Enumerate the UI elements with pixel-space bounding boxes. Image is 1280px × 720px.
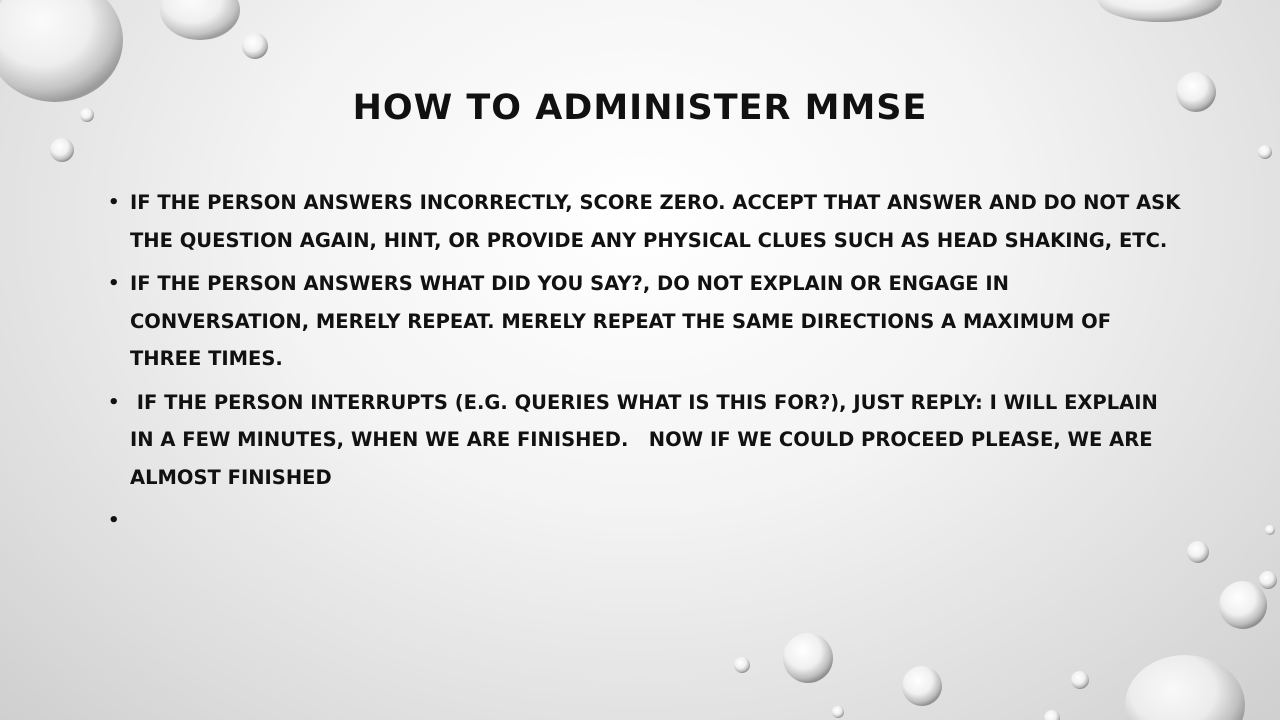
water-drop [1125, 655, 1245, 720]
water-drop [902, 666, 942, 706]
slide-title: HOW TO ADMINISTER MMSE [352, 88, 928, 128]
water-drop [1098, 0, 1222, 22]
water-drop [1187, 541, 1209, 563]
water-drop [1044, 710, 1060, 720]
water-drop [832, 706, 844, 718]
water-drop [783, 633, 833, 683]
water-drop [242, 33, 268, 59]
water-drop [1259, 571, 1277, 589]
water-drop [0, 0, 123, 102]
bullet-item-empty [108, 502, 1188, 539]
slide-body [108, 184, 1188, 545]
bullet-item: • IF THE PERSON ANSWERS WHAT DID YOU SAY?, DO NOT EXPLAIN OR ENGAGE IN CONVERSATION, MERELY REPEAT. MERELY REPEAT THE SAME DIRECTIONS A MAXIMUM OF THREE TIMES. [108, 265, 1188, 378]
water-drop [1071, 671, 1089, 689]
water-drop [1265, 525, 1275, 535]
bullet-item: • IF THE PERSON ANSWERS INCORRECTLY, SCORE ZERO. ACCEPT THAT ANSWER AND DO NOT ASK THE QUESTION AGAIN, HINT, OR PROVIDE ANY PHYSICAL CLUES SUCH AS HEAD SHAKING, ETC. [108, 184, 1188, 259]
water-drop [1219, 581, 1267, 629]
bullet-item: • IF THE PERSON INTERRUPTS (E.G. QUERIES WHAT IS THIS FOR?), JUST REPLY: I WILL EXPLAIN IN A FEW MINUTES, WHEN WE ARE FINISHED. NOW IF WE COULD PROCEED PLEASE, WE ARE ALMOST FINISHED [108, 384, 1188, 497]
water-drop [50, 138, 74, 162]
bullet-list [108, 184, 1188, 539]
water-drop [160, 0, 240, 40]
water-drop [734, 657, 750, 673]
water-drop [1258, 145, 1272, 159]
